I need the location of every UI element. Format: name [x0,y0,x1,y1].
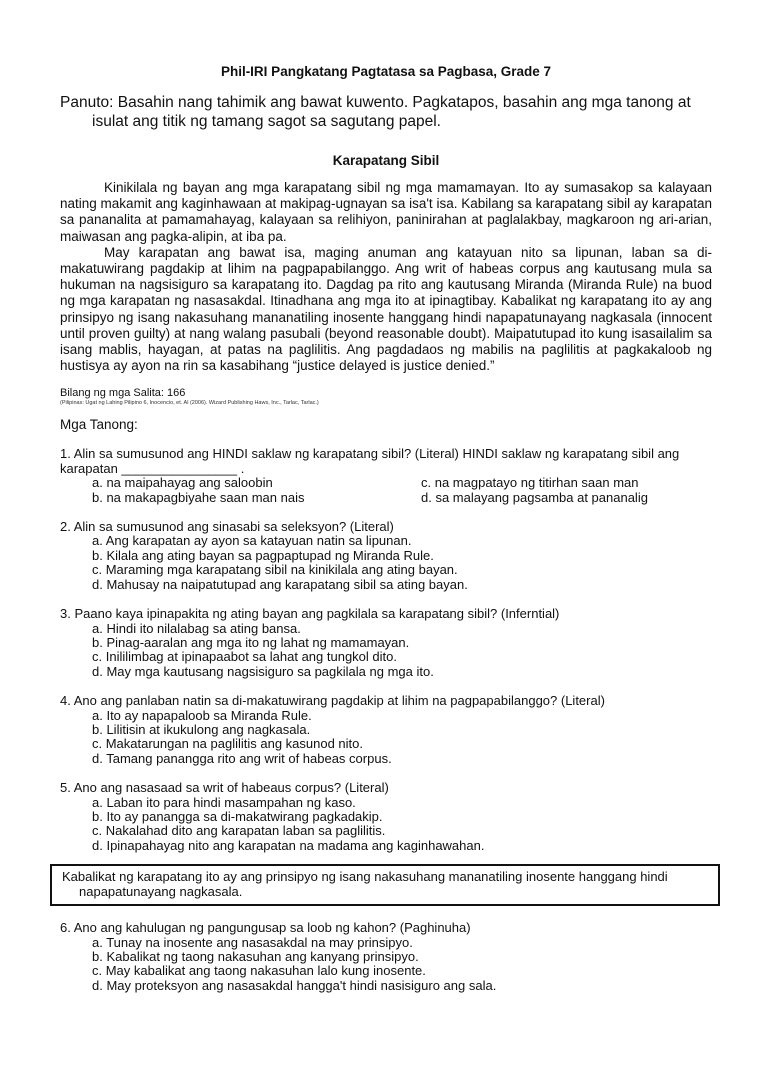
option-a: a. Tunay na inosente ang nasasakdal na may prinsipyo. [92,934,413,950]
boxed-statement-line-1: Kabalikat ng karapatang ito ay ang prinsipyo ng isang nakasuhang mananatiling inosente hanggang hindi [62,869,668,885]
instructions-line-1: Panuto: Basahin nang tahimik ang bawat kuwento. Pagkatapos, basahin ang mga tanong at [60,94,691,111]
question-stem: 4. Ano ang panlaban natin sa di-makatuwirang pagdakip at lihim na pagpapabilanggo? (Literal) [60,693,605,709]
option-d: d. Tamang panangga rito ang writ of habeas corpus. [92,750,392,766]
question-options [60,796,712,854]
option-a: a. Hindi ito nilalabag sa ating bansa. [92,620,301,636]
story-title: Karapatang Sibil [332,153,440,168]
option-b: b. Kilala ang ating bayan sa pagpaptupad ng Miranda Rule. [92,547,434,563]
question-2 [60,520,712,592]
option-b: b. Lilitisin at ikukulong ang nagkasala. [92,721,311,737]
document-title: Phil-IRI Pangkatang Pagtatasa sa Pagbasa, Grade 7 [220,64,552,79]
question-5 [60,781,712,853]
question-stem: 1. Alin sa sumusunod ang HINDI saklaw ng karapatang sibil? (Literal) HINDI saklaw ng karapatang sibil ang karapatan ________________ . [60,446,680,476]
option-b: b. na makapagbiyahe saan man nais [92,489,305,505]
option-c: c. na magpatayo ng titirhan saan man [421,475,639,491]
option-a: a. Laban ito para hindi masampahan ng kaso. [92,794,356,810]
option-a: a. Ito ay napapaloob sa Miranda Rule. [92,707,312,723]
option-c: c. Maraming mga karapatang sibil na kinikilala ang ating bayan. [92,562,458,578]
question-options [60,534,712,592]
worksheet-page [0,64,768,1088]
option-b: b. Pinag-aaralan ang mga ito ng lahat ng mamamayan. [92,634,410,650]
instructions-line-2: isulat ang titik ng tamang sagot sa sagutang papel. [92,113,441,130]
question-4 [60,694,712,766]
option-b: b. Ito ay panangga sa di-makatwirang pagkadakip. [92,808,383,824]
question-1 [60,447,712,505]
option-d: d. May mga kautusang nagsisiguro sa pagkilala ng mga ito. [92,663,434,679]
story-paragraph: Kinikilala ng bayan ang mga karapatang sibil ng mga mamamayan. Ito ay sumasakop sa kalayaan nating makamit ang kaginhawaan at makipag-ugnayan sa isa't isa. Kabilang sa karapatang sibil ay karapatan sa pananalita at pamamahayag, kalayaan sa relihiyon, paninirahan at paglalakbay, magkaroon ng ari-arian, maiwasan ang pagka-alipin, at iba pa. [60,180,712,244]
question-options [60,709,712,767]
option-d: d. sa malayang pagsamba at pananalig [421,489,648,505]
question-options [60,936,712,994]
instructions [60,93,712,131]
option-b: b. Kabalikat ng taong nakasuhan ang kanyang prinsipyo. [92,949,419,964]
question-options [60,476,712,505]
question-options [60,622,712,680]
option-a: a. na maipahayag ang saloobin [92,475,273,491]
story-text [60,180,712,374]
option-d: d. Mahusay na naipatutupad ang karapatang sibil sa ating bayan. [92,576,468,592]
source-citation: (Pilipinas: Ugat ng Lahing Pilipino 6, Inocencio, et. Al (2006). Wizard Publishing Haws, Inc., Tarlac, Tarlac.) [60,400,319,407]
option-c: c. Makatarungan na paglilitis ang kasunod nito. [92,736,364,752]
question-6 [60,921,712,993]
word-count: Bilang ng mga Salita: 166 [60,387,186,400]
option-c: c. Nakalahad dito ang karapatan laban sa paglilitis. [92,823,386,839]
option-c: c. Inililimbag at ipinapaabot sa lahat ang tungkol dito. [92,649,397,665]
questions-heading: Mga Tanong: [60,417,138,433]
story-paragraph: May karapatan ang bawat isa, maging anuman ang katayuan nito sa lipunan, laban sa di-makatuwirang pagdakip at lihim na pagpapabilanggo. Ang writ of habeas corpus ang kautusang mula sa hukuman na nagsisiguro sa karapatang ito. Dagdag pa rito ang kautusang Miranda (Miranda Rule) na buod ng mga karapatan ng nasasakdal. Itinadhana ang mga ito at ipinagtibay. Kabalikat ng karapatang ito ay ang prinsipyo ng isang nakasuhang mananatiling inosente hanggang hindi napapatunayang nagkasala (innocent until proven guilty) at nang walang pasubali (beyond reasonable doubt). Maipatutupad ito kung isasailalim sa isang mablis, hayagan, at patas na paglilitis. Ang pagdadaos ng mabilis na paglilitis at pagkakaloob ng hustisya ay ayon na rin sa kasabihang “justice delayed is justice denied.” [60,244,712,374]
question-stem: 5. Ano ang nasasaad sa writ of habeaus corpus? (Literal) [60,780,389,796]
option-a: a. Ang karapatan ay ayon sa katayuan natin sa lipunan. [92,533,412,549]
boxed-statement [50,864,720,906]
boxed-statement-line-2: napapatunayang nagkasala. [79,884,243,900]
question-stem: 2. Alin sa sumusunod ang sinasabi sa seleksyon? (Literal) [60,519,394,535]
question-stem: 3. Paano kaya ipinapakita ng ating bayan ang pagkilala sa karapatang sibil? (Inferntial) [60,606,560,622]
option-d: d. May proteksyon ang nasasakdal hangga't hindi nasisiguro ang sala. [92,977,497,993]
question-3 [60,607,712,679]
option-c: c. May kabalikat ang taong nakasuhan lalo kung inosente. [92,963,426,979]
question-stem: 6. Ano ang kahulugan ng pangungusap sa loob ng kahon? (Paghinuha) [60,920,471,936]
option-d: d. Ipinapahayag nito ang karapatan na madama ang kaginhawahan. [92,837,485,853]
